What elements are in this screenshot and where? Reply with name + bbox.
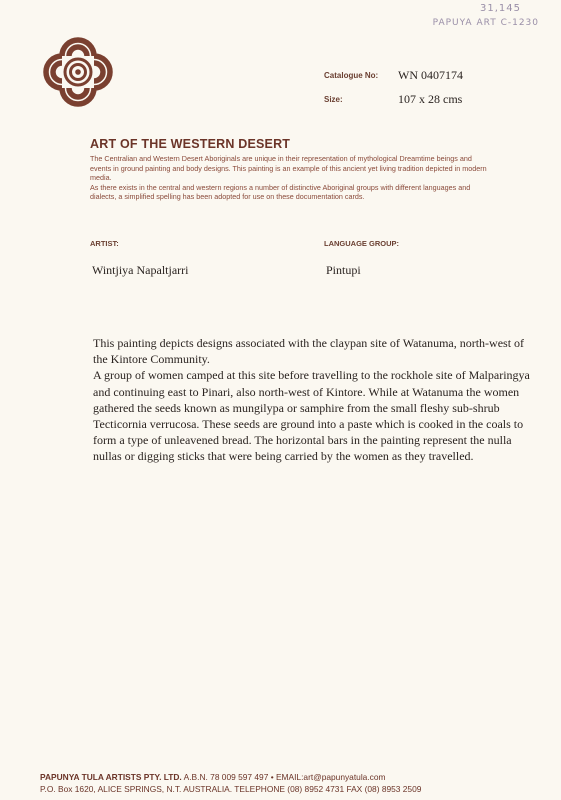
- intro-paragraph-2: As there exists in the central and western regions a number of distinctive Aboriginal groups with different languages and dialects, a simplified spelling has been adopted for use on these documentation cards.: [90, 182, 471, 202]
- intro-text: [90, 154, 490, 202]
- painting-description: [93, 335, 533, 465]
- description-paragraph-1: This painting depicts designs associated with the claypan site of Watanuma, north-west of the Kintore Community.: [93, 336, 525, 367]
- artist-value: Wintjiya Napaltjarri: [92, 263, 189, 277]
- footer-line-2: P.O. Box 1620, ALICE SPRINGS, N.T. AUSTRALIA. TELEPHONE (08) 8952 4731 FAX (08) 8953 2509: [40, 784, 422, 794]
- footer-line-1: [40, 771, 421, 783]
- catalogue-label: Catalogue No:: [324, 71, 379, 80]
- size-value: 107 x 28 cms: [398, 92, 463, 106]
- intro-paragraph-1: The Centralian and Western Desert Aboriginals are unique in their representation of mythological Dreamtime beings and events in ground painting and body designs. This painting is an example of this ancient yet living tradition depicted in modern media.: [90, 154, 487, 183]
- catalogue-value: WN 0407174: [398, 68, 463, 82]
- footer-abn-email: A.B.N. 78 009 597 497 • EMAIL:art@papunyatula.com: [181, 772, 386, 782]
- annotation-line-1: 31,145: [480, 3, 521, 14]
- handwritten-annotation: [433, 2, 539, 30]
- page-title: ART OF THE WESTERN DESERT: [90, 137, 291, 151]
- language-group-value: Pintupi: [326, 263, 361, 277]
- description-paragraph-2: A group of women camped at this site before travelling to the rockhole site of Malparingya and continuing east to Pinari, also north-west of Kintore. While at Watanuma the women gathered the seeds known as mungilypa or samphire from the small fleshy sub-shrub Tecticornia verrucosa. These seeds are ground into a paste which is cooked in the coals to form a type of unleavened bread. The horizontal bars in the painting represent the nulla nullas or digging sticks that were being carried by the women as they travelled.: [93, 368, 530, 464]
- artist-label: ARTIST:: [90, 239, 119, 248]
- papunya-tula-logo: [32, 26, 124, 118]
- footer: [40, 771, 421, 795]
- footer-company: PAPUNYA TULA ARTISTS PTY. LTD.: [40, 772, 182, 782]
- language-group-label: LANGUAGE GROUP:: [324, 239, 399, 248]
- annotation-line-2: PAPUYA ART C-1230: [432, 18, 539, 28]
- size-label: Size:: [324, 95, 343, 104]
